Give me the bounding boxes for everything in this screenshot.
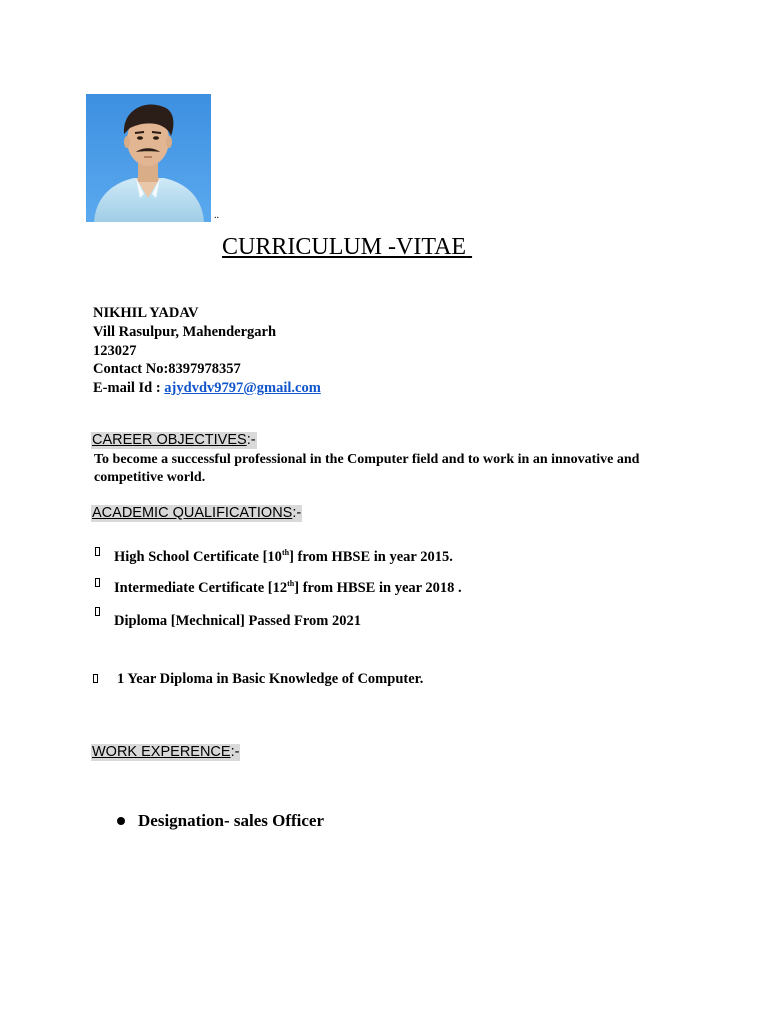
qualification-item: 1 Year Diploma in Basic Knowledge of Computer.	[117, 671, 424, 687]
designation-item: Designation- sales Officer	[138, 811, 325, 830]
qualification-item: High School Certificate [10th] from HBSE in year 2015.	[114, 548, 453, 565]
work-experience-heading: WORK EXPERENCE:-	[92, 744, 240, 760]
square-bullet-icon	[95, 607, 100, 616]
address-line: Vill Rasulpur, Mahendergarh	[93, 324, 277, 340]
profile-photo	[86, 94, 211, 222]
square-bullet-icon	[95, 547, 100, 556]
contact-number: Contact No:8397978357	[93, 361, 241, 377]
email-link[interactable]: ajydvdv9797@gmail.com	[164, 380, 321, 396]
qualification-item: Intermediate Certificate [12th] from HBSE in year 2018 .	[114, 579, 462, 596]
page-title: CURRICULUM -VITAE	[222, 234, 467, 260]
email-label: E-mail Id :	[93, 380, 165, 396]
academic-qualifications-heading: ACADEMIC QUALIFICATIONS:-	[92, 505, 302, 521]
career-objective-text: To become a successful professional in the Computer field and to work in an innovative and competitive world.	[94, 452, 640, 485]
candidate-name: NIKHIL YADAV	[93, 305, 199, 321]
qualification-item: Diploma [Mechnical] Passed From 2021	[114, 613, 362, 629]
email-row	[93, 379, 321, 397]
person-photo-icon	[86, 94, 211, 222]
career-objectives-heading: CAREER OBJECTIVES:-	[92, 432, 256, 448]
square-bullet-icon	[93, 674, 98, 683]
square-bullet-icon	[95, 578, 100, 587]
photo-trailing-dots: ..	[214, 210, 219, 221]
round-bullet-icon	[117, 817, 125, 825]
pincode: 123027	[93, 343, 137, 359]
